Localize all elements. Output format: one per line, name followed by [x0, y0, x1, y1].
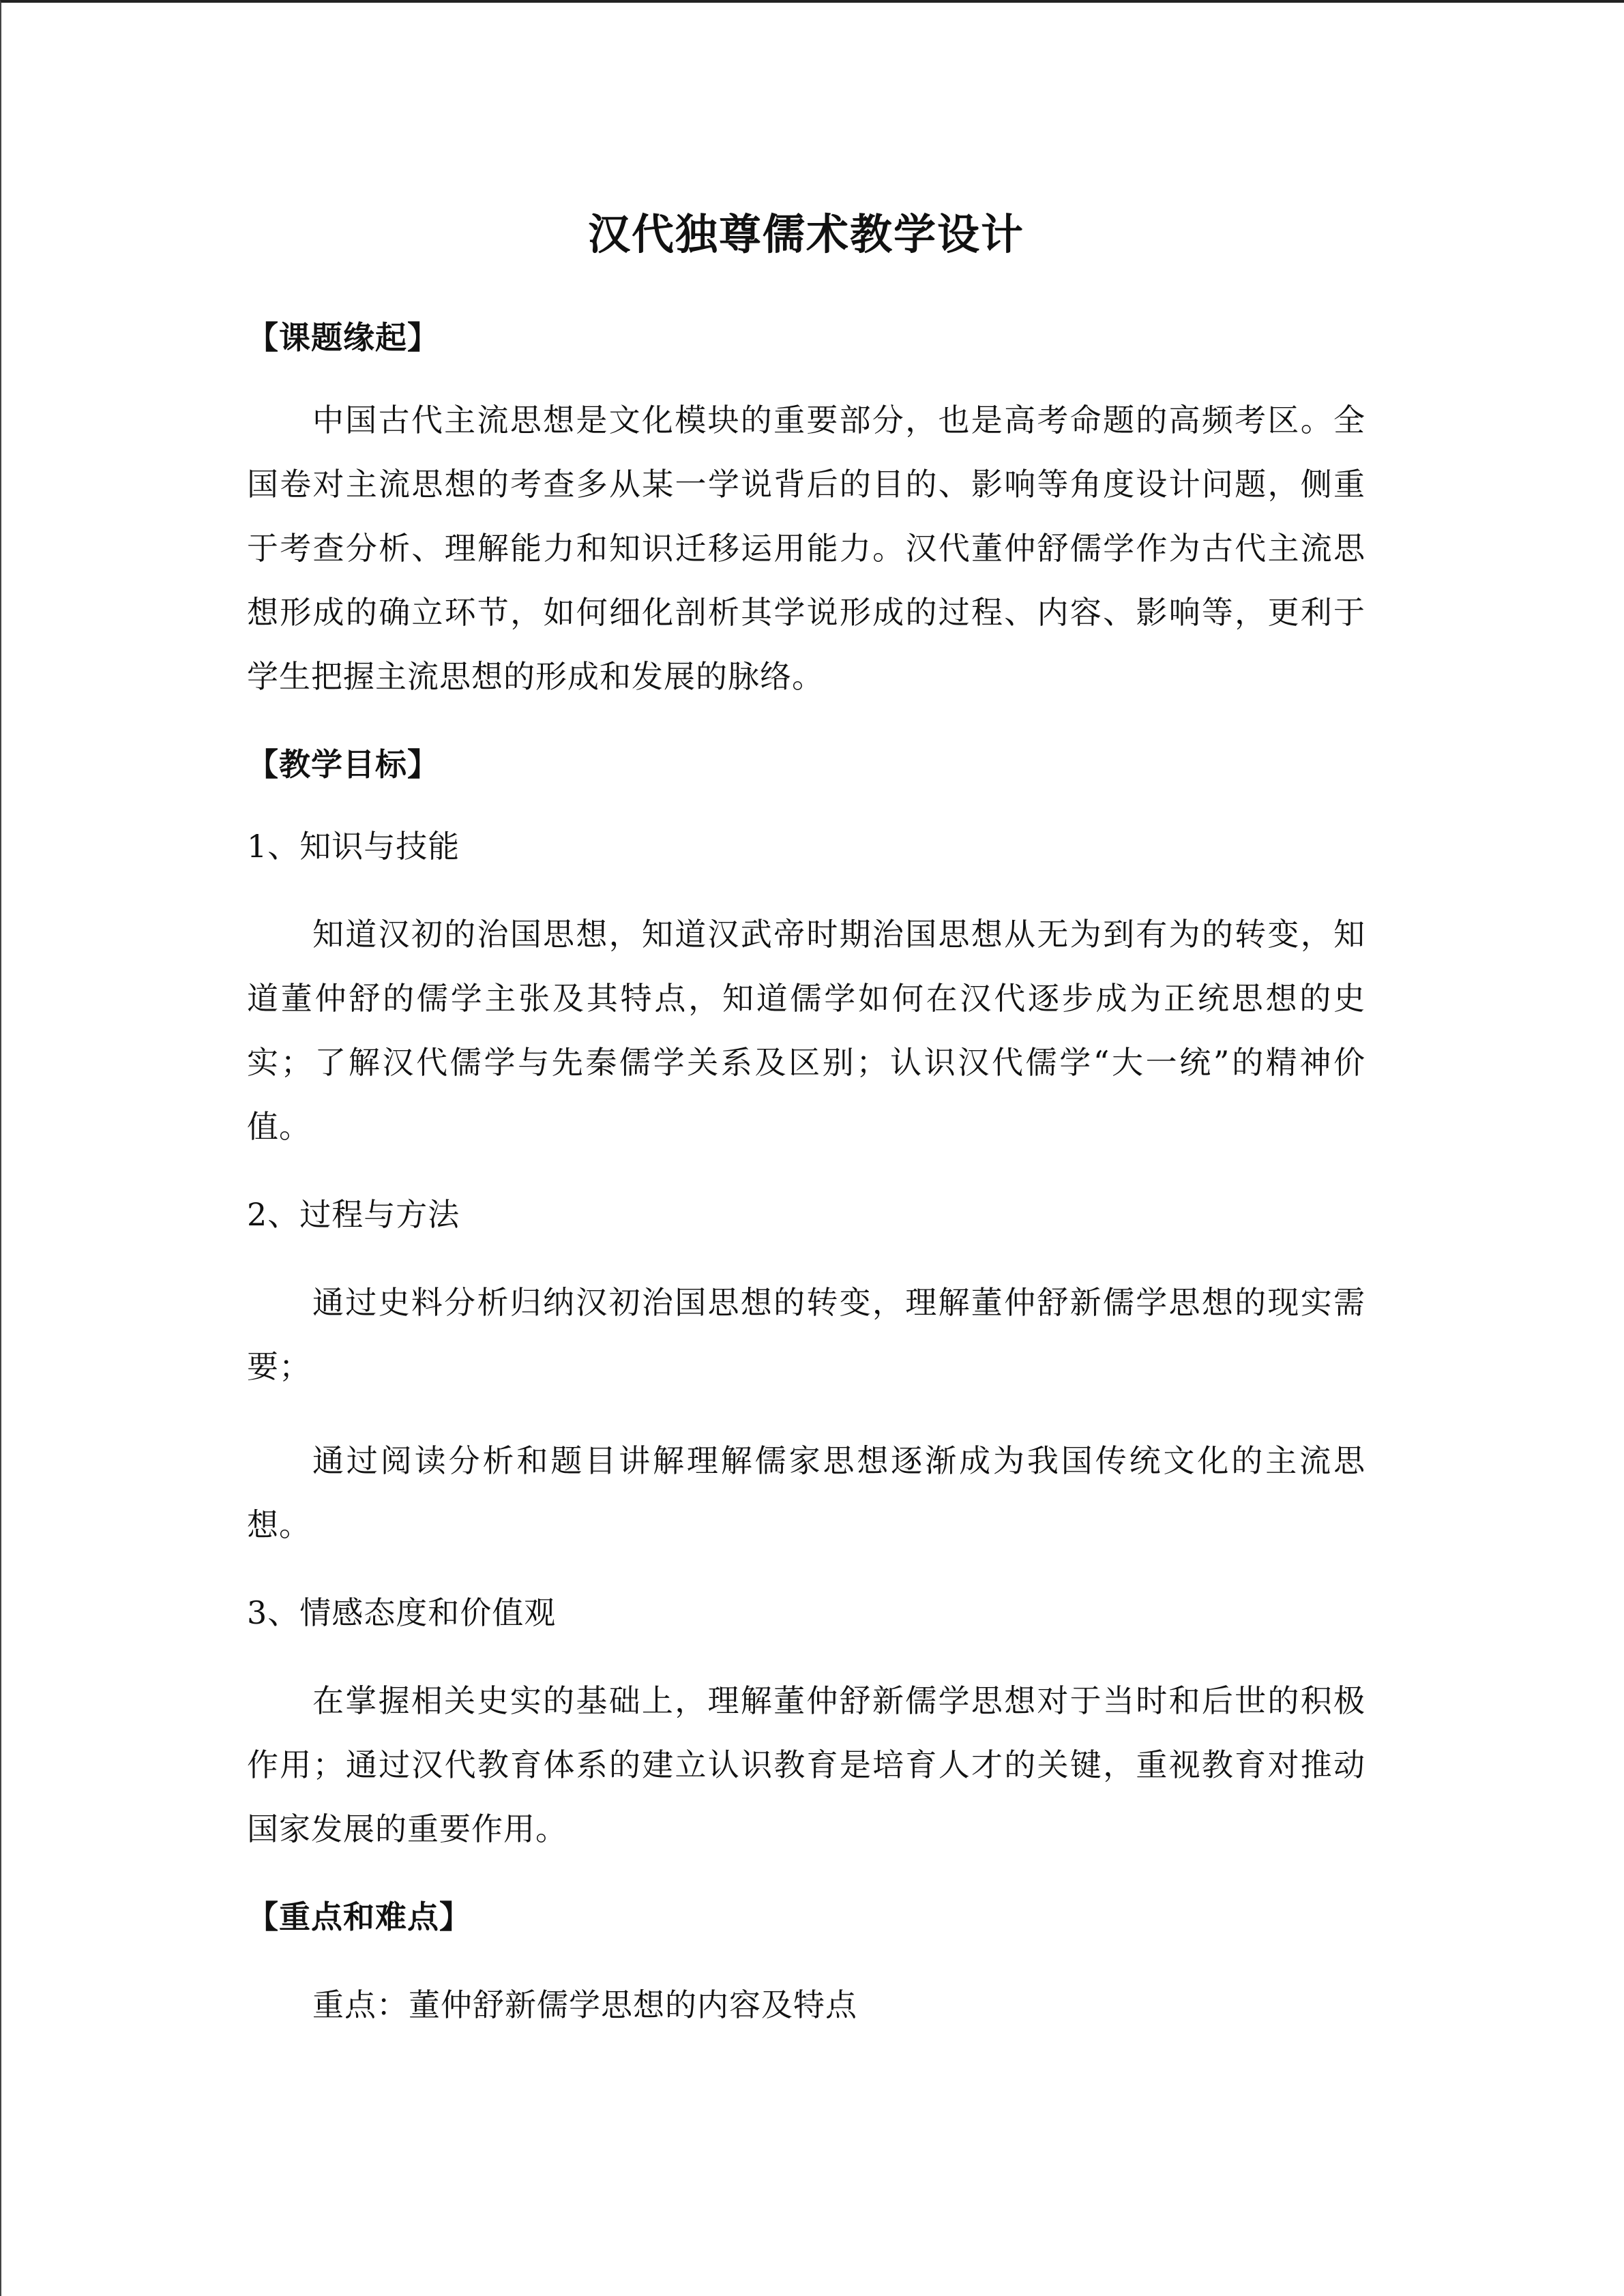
document-body [247, 207, 1365, 2037]
spacer [247, 1639, 1365, 1669]
spacer [247, 1557, 1365, 1587]
document-title: 汉代独尊儒术教学设计 [587, 209, 1024, 259]
spacer [247, 790, 1365, 820]
spacer [247, 363, 1365, 388]
goal-process-paragraph-1: 通过史料分析归纳汉初治国思想的转变，理解董仲舒新儒学思想的现实需要； [247, 1283, 1365, 1385]
spacer [247, 1240, 1365, 1270]
goal-values-paragraph: 在掌握相关史实的基础上，理解董仲舒新儒学思想对于当时和后世的积极作用；通过汉代教育体系的建立认识教育是培育人才的关键，重视教育对推动国家发展的重要作用。 [247, 1682, 1365, 1847]
section-heading-goals: 【教学目标】 [247, 745, 439, 783]
spacer [247, 1861, 1365, 1891]
spacer [247, 1399, 1365, 1429]
section-heading-key-points: 【重点和难点】 [247, 1898, 471, 1935]
goal-process-label: 2、过程与方法 [247, 1195, 460, 1233]
goal-values-label: 3、情感态度和价值观 [247, 1594, 557, 1631]
goal-process-paragraph-2: 通过阅读分析和题目讲解理解儒家思想逐渐成为我国传统文化的主流思想。 [247, 1442, 1365, 1543]
goal-knowledge-label: 1、知识与技能 [247, 827, 460, 865]
goal-knowledge-paragraph: 知道汉初的治国思想，知道汉武帝时期治国思想从无为到有为的转变，知道董仲舒的儒学主张及其特点，知道儒学如何在汉代逐步成为正统思想的史实；了解汉代儒学与先秦儒学关系及区别；认识汉代儒学“大一统”的精神价值。 [247, 915, 1365, 1145]
spacer [247, 872, 1365, 902]
section-heading-origin: 【课题缘起】 [247, 318, 439, 356]
spacer [247, 1159, 1365, 1189]
origin-paragraph: 中国古代主流思想是文化模块的重要部分，也是高考命题的高频考区。全国卷对主流思想的考查多从某一学说背后的目的、影响等角度设计问题，侧重于考查分析、理解能力和知识迁移运用能力。汉代董仲舒儒学作为古代主流思想形成的确立环节，如何细化剖析其学说形成的过程、内容、影响等，更利于学生把握主流思想的形成和发展的脉络。 [247, 401, 1365, 695]
spacer [247, 709, 1365, 739]
spacer [247, 1943, 1365, 1973]
key-points-focus: 重点：董仲舒新儒学思想的内容及特点 [312, 1986, 857, 2023]
